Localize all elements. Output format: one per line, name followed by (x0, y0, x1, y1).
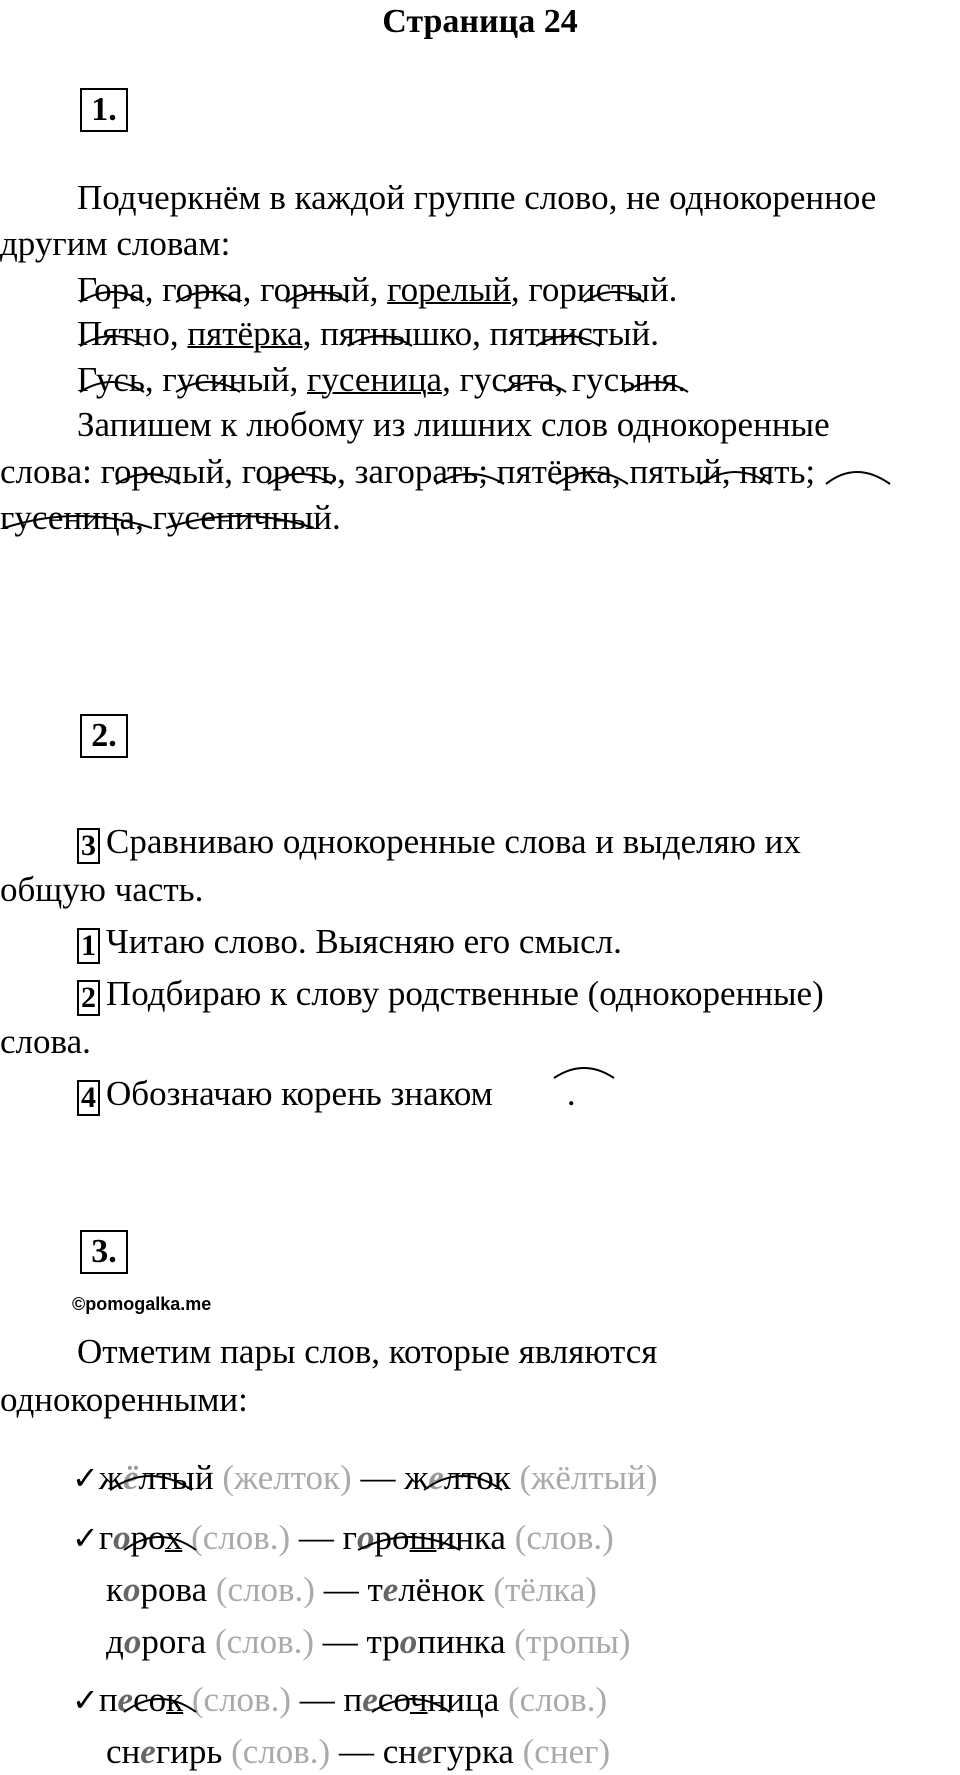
pair-note-2: (слов.) (514, 1518, 614, 1557)
pair-note-1: (слов.) (215, 1570, 315, 1609)
step-line: 2 Подбираю к слову родственные (однокоренные) (0, 972, 824, 1016)
step-line: 4 Обозначаю корень знаком . (0, 1072, 576, 1116)
underlined-word: гусеница (307, 360, 443, 399)
task-3-intro-line-1: Отметим пары слов, которые являются (77, 1332, 658, 1371)
word-group-3: Гусь, гусиный, гусеница, гусята, гусыня. (77, 360, 687, 399)
pair-note-2: (тропы) (514, 1622, 631, 1661)
underlined-word: горелый (387, 270, 511, 309)
pair-word-2: тропинка (366, 1622, 506, 1661)
word-group-1: Гора, горка, горный, горелый, гористый. (77, 270, 678, 309)
task-2-number: 2. (80, 714, 128, 758)
pair-note-1: (слов.) (191, 1680, 291, 1719)
step-number: 1 (77, 928, 100, 964)
pair-word-2: горошинка (342, 1518, 506, 1557)
pair-note-1: (слов.) (214, 1622, 315, 1661)
pair-word-1: корова (106, 1570, 208, 1609)
pair-note-2: (жёлтый) (519, 1458, 658, 1497)
word-pair: снегирь (слов.) — снегурка (снег) (106, 1732, 611, 1771)
word-pair: ✓песок (слов.) — песочница (слов.) (72, 1680, 608, 1719)
underlined-word: пятёрка (187, 314, 303, 353)
pair-note-2: (снег) (522, 1732, 611, 1771)
watermark: ©pomogalka.me (72, 1294, 212, 1314)
page-title: Страница 24 (382, 3, 578, 40)
pair-note-1: (слов.) (231, 1732, 331, 1771)
checkmark-icon: ✓ (72, 1519, 99, 1557)
word-pair: ✓жёлтый (желток) — желток (жёлтый) (72, 1458, 658, 1497)
word-pair: дорога (слов.) — тропинка (тропы) (106, 1622, 631, 1661)
pair-note-2: (тёлка) (493, 1570, 597, 1609)
pair-word-2: песочница (343, 1680, 500, 1719)
step-number: 3 (77, 828, 100, 864)
step-line: 3 Сравниваю однокоренные слова и выделяю их (0, 820, 801, 864)
checkmark-icon: ✓ (72, 1681, 99, 1719)
word-pair: корова (слов.) — телёнок (тёлка) (106, 1570, 597, 1609)
pair-note-2: (слов.) (508, 1680, 608, 1719)
step-number: 2 (77, 980, 100, 1016)
task-1-note-line-1: Запишем к любому из лишних слов однокоренные (77, 405, 830, 444)
task-1-note-line-2: слова: горелый, гореть, загорать; пятёрка, пятый, пять; (0, 452, 816, 491)
pair-note-1: (желток) (222, 1458, 352, 1497)
step-number: 4 (77, 1080, 100, 1116)
pair-word-1: жёлтый (98, 1458, 214, 1497)
task-1-note-line-3: гусеница, гусеничный. (0, 498, 341, 537)
task-1-intro-line-2: другим словам: (0, 224, 231, 263)
word-group-2: Пятно, пятёрка, пятнышко, пятнистый. (77, 314, 660, 353)
pair-word-2: телёнок (367, 1570, 485, 1609)
task-1-number: 1. (80, 88, 128, 132)
task-3-number: 3. (80, 1230, 128, 1274)
pair-word-1: песок (98, 1680, 184, 1719)
checkmark-icon: ✓ (72, 1459, 99, 1497)
pair-word-2: желток (404, 1458, 511, 1497)
pair-word-1: снегирь (106, 1732, 223, 1771)
step-line: 1 Читаю слово. Выясняю его смысл. (0, 920, 622, 964)
word-pair: ✓горох (слов.) — горошинка (слов.) (72, 1518, 614, 1557)
pair-word-1: горох (98, 1518, 183, 1557)
task-3-intro-line-2: однокоренными: (0, 1380, 248, 1419)
pair-word-1: дорога (106, 1622, 207, 1661)
step-line-continuation: общую часть. (0, 870, 204, 909)
pair-note-1: (слов.) (191, 1518, 291, 1557)
step-line-continuation: слова. (0, 1022, 91, 1061)
task-1-intro-line-1: Подчеркнём в каждой группе слово, не однокоренное (77, 178, 877, 217)
pair-word-2: снегурка (382, 1732, 514, 1771)
